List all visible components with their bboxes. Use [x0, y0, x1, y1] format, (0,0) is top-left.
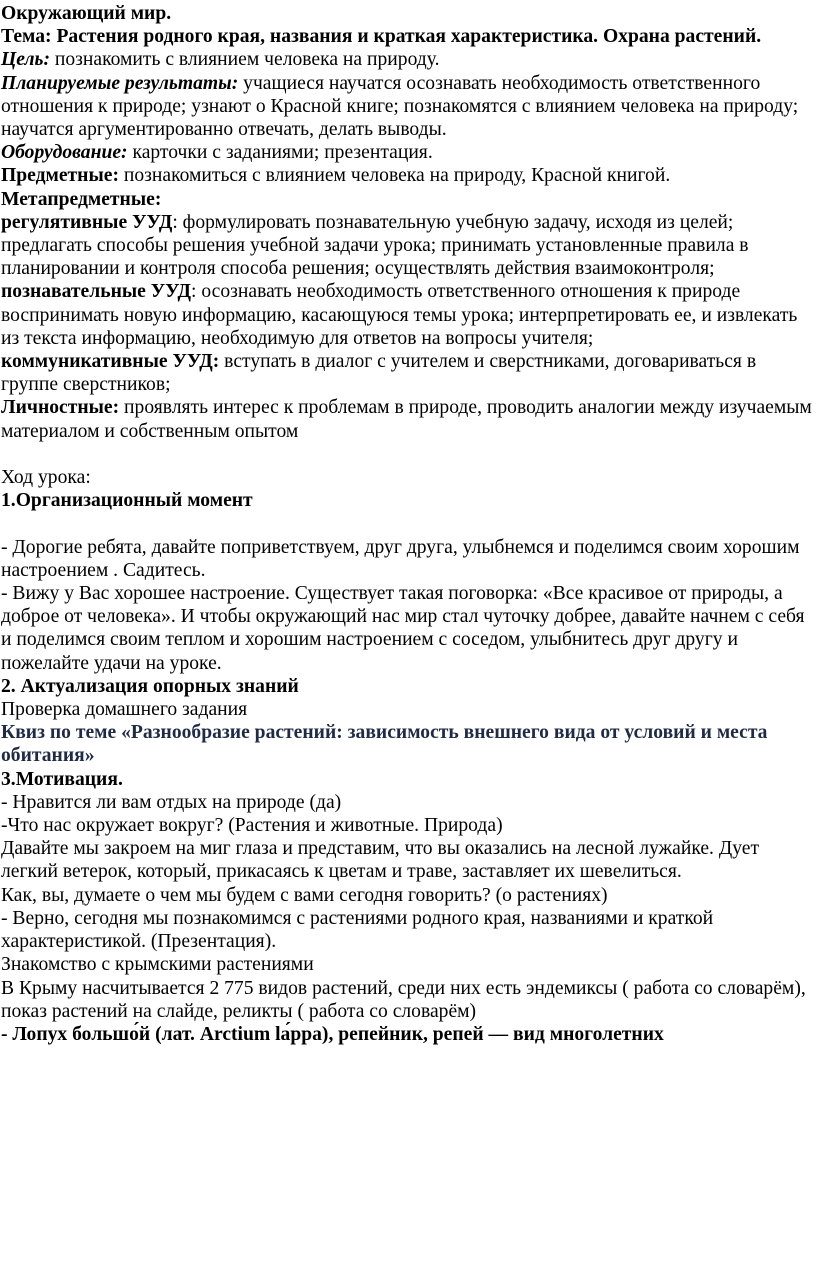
question-3: Как, вы, думаете о чем мы будем с вами сегодня говорить? (о растениях): [1, 884, 608, 906]
communicative-text: вступать в диалог с учителем и сверстниками, договариваться в группе сверстников;: [1, 351, 757, 396]
equipment-text: карточки с заданиями; презентация.: [127, 142, 433, 164]
crimea-intro: Знакомство с крымскими растениями: [1, 954, 314, 976]
regulatory-text: : формулировать познавательную учебную задачу, исходя из целей; предлагать способы решения учебной задачи урока; принимать установленные правила в планировании и контроля способа решения; осуществлять действия взаимоконтроля;: [1, 211, 749, 280]
personal-label: Личностные:: [1, 397, 120, 419]
personal-paragraph: [1, 396, 816, 442]
stage-1-heading: 1.Организационный момент: [1, 490, 253, 512]
planned-results-paragraph: [1, 72, 816, 142]
personal-text: проявлять интерес к проблемам в природе, проводить аналогии между изучаемым материалом и собственным опытом: [1, 397, 812, 442]
subject-results-text: познакомиться с влиянием человека на природу, Красной книгой.: [118, 165, 671, 187]
cognitive-paragraph: [1, 280, 816, 350]
lesson-topic: Тема: Растения родного края, названия и краткая характеристика. Охрана растений.: [1, 26, 762, 48]
stage-3-heading: 3.Мотивация.: [1, 768, 123, 790]
homework-check: Проверка домашнего задания: [1, 699, 248, 721]
imagine-paragraph: Давайте мы закроем на миг глаза и представим, что вы оказались на лесной лужайке. Дует легкий ветерок, который, прикасаясь к цветам и траве, заставляет их шевелиться.: [1, 838, 760, 883]
greeting-paragraph-1: - Дорогие ребята, давайте поприветствуем, друг друга, улыбнемся и поделимся своим хорошим настроением . Садитесь.: [1, 536, 800, 581]
crimea-paragraph: В Крыму насчитывается 2 775 видов растений, среди них есть эндемиксы ( работа со словарём), показ растений на слайде, реликты ( работа со словарём): [1, 977, 806, 1022]
communicative-paragraph: [1, 350, 816, 396]
stage-2-heading: 2. Актуализация опорных знаний: [1, 675, 299, 697]
regulatory-paragraph: [1, 211, 816, 281]
cognitive-label: познавательные УУД: [1, 281, 192, 303]
question-1: - Нравится ли вам отдых на природе (да): [1, 791, 342, 813]
cognitive-text: : осознавать необходимость ответственного отношения к природе воспринимать новую информацию, касающуюся темы урока; интерпретировать ее, и извлекать из текста информацию, необходимую для ответов на вопросы учителя;: [1, 281, 798, 349]
goal-text: познакомить с влиянием человека на природу.: [49, 49, 440, 71]
equipment-label: Оборудование:: [1, 142, 128, 164]
subject-title: Окружающий мир.: [1, 3, 172, 24]
blank-line: [1, 443, 816, 466]
subject-results-label: Предметные:: [1, 165, 119, 187]
communicative-label: коммуникативные УУД:: [1, 351, 220, 373]
planned-results-text: учащиеся научатся осознавать необходимость ответственного отношения к природе; узнают о Красной книге; познакомятся с влиянием человека на природу; научатся аргументированно отвечать, делать выводы.: [1, 72, 799, 141]
confirm-paragraph: - Верно, сегодня мы познакомимся с растениями родного края, названиями и краткой характеристикой. (Презентация).: [1, 907, 714, 953]
burdock-paragraph: - Лопух большо́й (лат. Arctium lа́ppa), репейник, репей — вид многолетних: [1, 1023, 664, 1045]
goal-label: Цель:: [1, 49, 50, 71]
meta-heading: Метапредметные:: [1, 188, 162, 210]
planned-results-label: Планируемые результаты:: [1, 72, 239, 94]
equipment-paragraph: [1, 141, 816, 164]
greeting-paragraph-2: - Вижу у Вас хорошее настроение. Существует такая поговорка: «Все красивое от природы, а доброе от человека». И чтобы окружающий нас мир стал чуточку добрее, давайте начнем с себя и поделимся своим теплом и хорошим настроением с соседом, улыбнитесь друг другу и пожелайте удачи на уроке.: [1, 583, 805, 674]
subject-results-paragraph: [1, 164, 816, 187]
quiz-heading: Квиз по теме «Разнообразие растений: зависимость внешнего вида от условий и места обитания»: [1, 722, 768, 767]
lesson-flow-heading: Ход урока:: [1, 467, 91, 489]
question-2: -Что нас окружает вокруг? (Растения и животные. Природа): [1, 815, 503, 837]
regulatory-label: регулятивные УУД: [1, 211, 173, 233]
goal-paragraph: [1, 48, 816, 71]
blank-line: [1, 512, 816, 535]
